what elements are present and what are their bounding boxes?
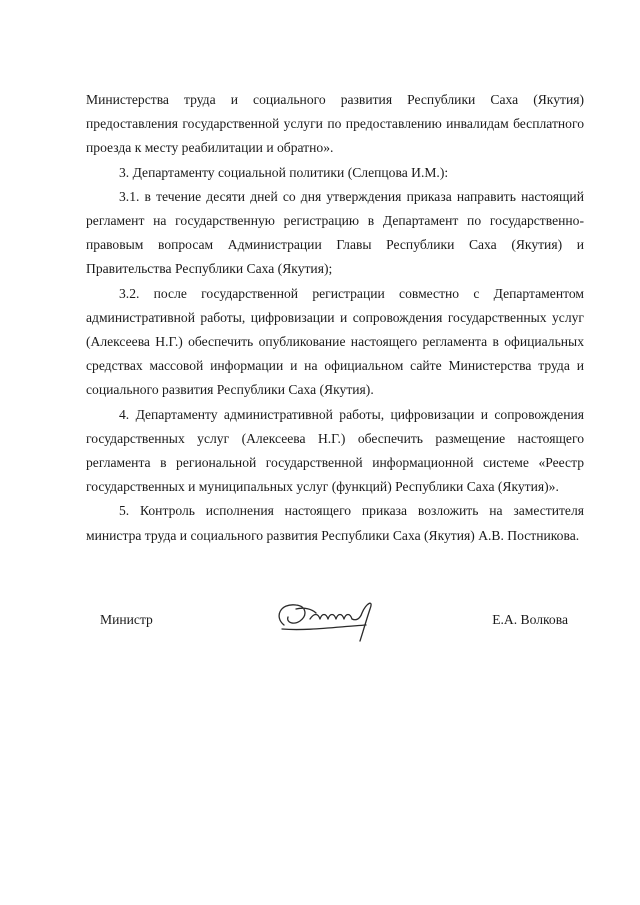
paragraph-item-4: 4. Департаменту административной работы, цифровизации и сопровождения государственных услуг (Алексеева Н.Г.) обеспечить размещение настоящего регламента в региональной государственной информационной системе «Реестр государственных и муниципальных услуг (функций) Республики Саха (Якутия)». xyxy=(86,406,584,495)
paragraph-item-3-2: 3.2. после государственной регистрации совместно с Департаментом административной работы, цифровизации и сопровождения государственных услуг (Алексеева Н.Г.) обеспечить опубликование настоящего регламента в официальных средствах массовой информации и на официальном сайте Министерства труда и социального развития Республики Саха (Якутия). xyxy=(86,285,584,398)
signature-block xyxy=(86,595,584,655)
paragraph-item-3-1: 3.1. в течение десяти дней со дня утверждения приказа направить настоящий регламент на государственную регистрацию в Департамент по государственно-правовым вопросам Администрации Главы Республики Саха (Якутия) и Правительства Республики Саха (Якутия); xyxy=(86,188,584,277)
paragraph-continuation: Министерства труда и социального развития Республики Саха (Якутия) предоставления государственной услуги по предоставлению инвалидам бесплатного проезда к месту реабилитации и обратно». xyxy=(86,92,584,156)
signatory-title: Министр xyxy=(100,612,153,627)
document-body xyxy=(86,88,584,548)
paragraph-item-3: 3. Департаменту социальной политики (Слепцова И.М.): xyxy=(119,164,449,180)
signatory-name: Е.А. Волкова xyxy=(492,612,568,627)
paragraph-item-5: 5. Контроль исполнения настоящего приказа возложить на заместителя министра труда и социального развития Республики Саха (Якутия) А.В. Постникова. xyxy=(86,503,584,543)
handwritten-signature xyxy=(266,595,386,645)
